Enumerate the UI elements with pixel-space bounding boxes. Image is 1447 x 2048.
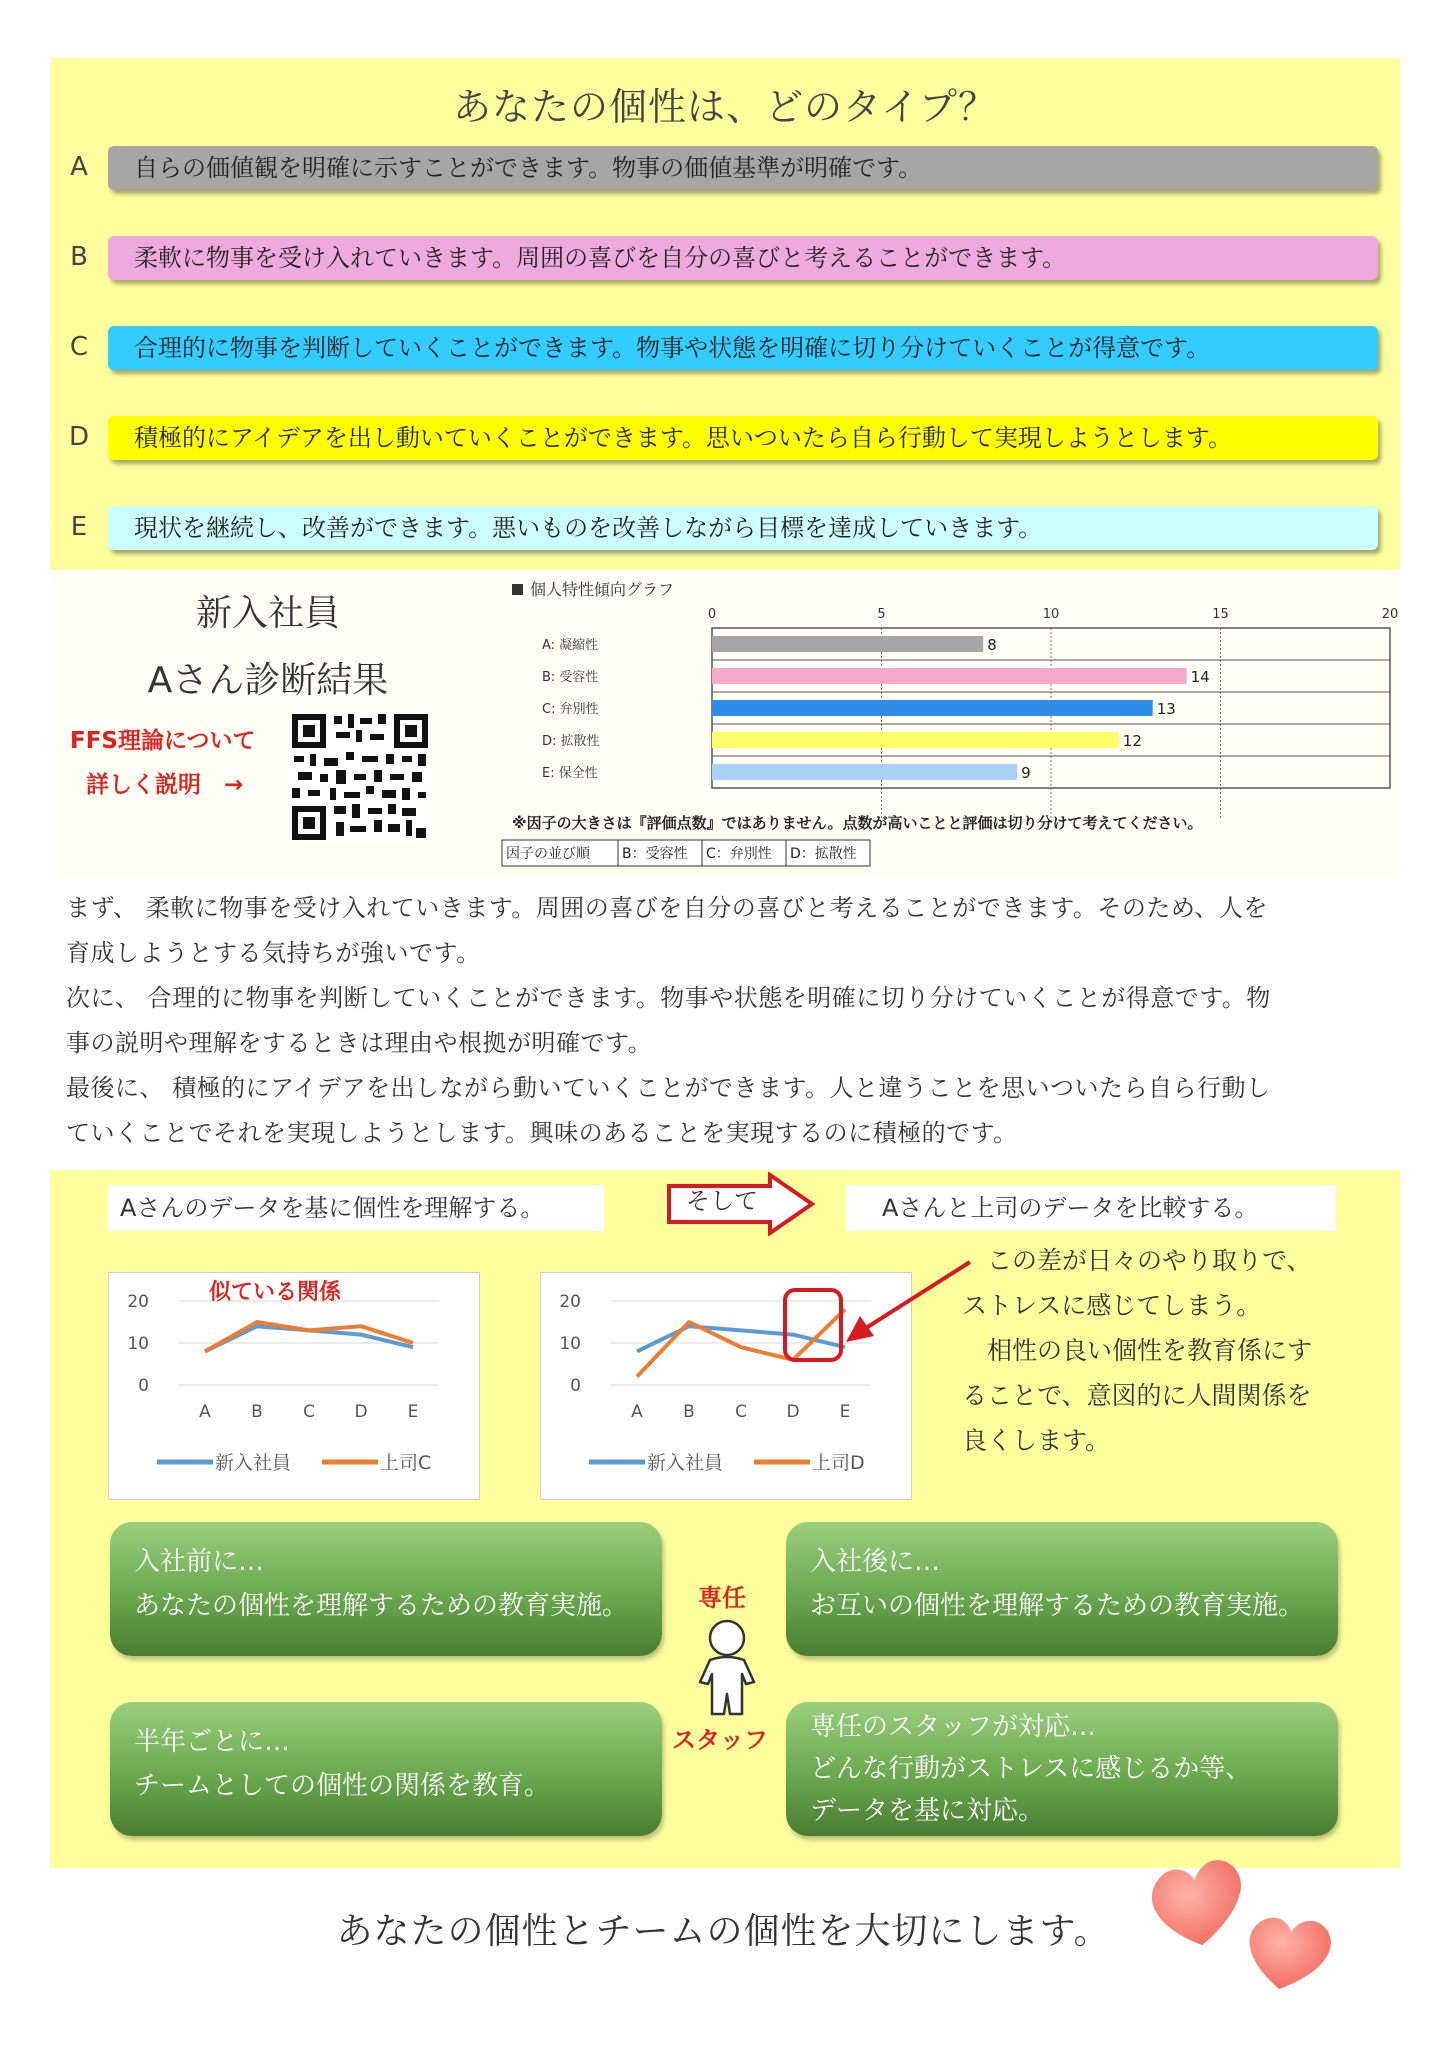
legend-label: 上司C: [380, 1452, 432, 1474]
category-label: C: 弁別性: [542, 702, 599, 717]
type-bar-b: 柔軟に物事を受け入れていきます。周囲の喜びを自分の喜びと考えることができます。: [108, 236, 1378, 280]
y-tick-label: 20: [559, 1292, 581, 1312]
person-icon: [692, 1618, 762, 1718]
x-tick-label: B: [251, 1402, 263, 1422]
diagnosis-subject: 新入社員: [195, 593, 340, 634]
difference-highlight: [770, 1250, 990, 1390]
bar-value-label: 9: [1021, 764, 1031, 782]
heart-icon: [1147, 1856, 1252, 1954]
bar-value-label: 13: [1156, 700, 1176, 718]
type-bar-c: 合理的に物事を判断していくことができます。物事や状態を明確に切り分けていくことが得意です。: [108, 326, 1378, 370]
bar-value-label: 14: [1190, 668, 1210, 686]
box-text: チームとしての個性の関係を教育。: [134, 1771, 551, 1801]
y-tick-label: 0: [138, 1376, 149, 1396]
legend-label: 新入社員: [647, 1452, 724, 1474]
legend-label: 上司D: [812, 1452, 865, 1474]
right-compare-label: Aさんと上司のデータを比較する。: [846, 1185, 1336, 1231]
type-letter-e: E: [70, 512, 88, 542]
staff-label-bottom: スタッフ: [672, 1726, 768, 1754]
order-label: B：受容性: [622, 846, 688, 862]
trait-bar-chart: [500, 574, 1400, 876]
category-label: A: 凝縮性: [542, 638, 599, 653]
bar: [712, 636, 983, 652]
chart-title: 個人特性傾向グラフ: [530, 580, 675, 599]
type-letter-c: C: [69, 332, 89, 362]
post-entry-box: [786, 1522, 1338, 1656]
ffs-link-line1[interactable]: FFS理論について: [70, 728, 256, 754]
explanation-line: この差が日々のやり取りで、: [962, 1246, 1312, 1275]
body-text: [66, 886, 1406, 1156]
box-text: あなたの個性を理解するための教育実施。: [134, 1591, 629, 1621]
arrow-label: そして: [686, 1187, 758, 1215]
bar: [712, 700, 1153, 716]
x-tick-label: C: [735, 1402, 747, 1422]
hearts-decoration: [1144, 1850, 1344, 2000]
x-tick-label: 5: [877, 607, 886, 622]
box-heading: 専任のスタッフが対応…: [810, 1712, 1097, 1742]
qr-code-icon[interactable]: [290, 712, 430, 842]
x-tick-label: A: [199, 1402, 211, 1422]
legend-label: 新入社員: [215, 1452, 292, 1474]
y-tick-label: 10: [559, 1334, 581, 1354]
box-heading: 入社後に…: [810, 1547, 941, 1577]
bar: [712, 732, 1119, 748]
x-tick-label: 15: [1212, 607, 1229, 622]
box-text: データを基に対応。: [810, 1796, 1045, 1826]
order-label: C：弁別性: [706, 846, 772, 862]
explanation-line: ることで、意図的に人間関係を: [962, 1381, 1312, 1410]
x-tick-label: D: [354, 1402, 368, 1422]
type-letter-d: D: [68, 422, 90, 452]
box-heading: 入社前に…: [134, 1547, 265, 1577]
order-label: D：拡散性: [790, 846, 857, 862]
half-year-box: [110, 1702, 662, 1836]
explanation-line: 相性の良い個性を教育係にす: [962, 1336, 1313, 1365]
left-compare-label: Aさんのデータを基に個性を理解する。: [108, 1185, 604, 1231]
explanation-line: 良くします。: [962, 1426, 1111, 1455]
box-heading: 半年ごとに…: [134, 1727, 291, 1757]
similar-line-chart: [108, 1272, 480, 1500]
x-tick-label: A: [631, 1402, 643, 1422]
x-tick-label: 10: [1042, 607, 1060, 622]
explanation-text: [962, 1238, 1362, 1463]
box-text: お互いの個性を理解するための教育実施。: [810, 1591, 1305, 1621]
type-letter-b: B: [70, 242, 88, 272]
y-tick-label: 0: [570, 1376, 581, 1396]
type-panel: [50, 58, 1400, 570]
ffs-link-line2[interactable]: 詳しく説明 →: [86, 772, 244, 798]
pre-entry-box: [110, 1522, 662, 1656]
x-tick-label: E: [839, 1402, 851, 1422]
type-bar-a: 自らの価値観を明確に示すことができます。物事の価値基準が明確です。: [108, 146, 1378, 190]
bar-value-label: 8: [987, 636, 997, 654]
chart-note: ※因子の大きさは『評価点数』ではありません。点数が高いことと評価は切り分けて考えてください。: [512, 814, 1203, 832]
staff-label-top: 専任: [698, 1584, 746, 1612]
heart-icon: [1243, 1913, 1333, 1996]
order-label: 因子の並び順: [506, 846, 590, 862]
body-line: 次に、 合理的に物事を判断していくことができます。物事や状態を明確に切り分けていくことが得意です。物: [66, 984, 1271, 1012]
x-tick-label: D: [786, 1402, 800, 1422]
bar-value-label: 12: [1122, 732, 1142, 750]
x-tick-label: C: [303, 1402, 315, 1422]
type-letter-a: A: [70, 152, 88, 182]
body-line: ていくことでそれを実現しようとします。興味のあることを実現するのに積極的です。: [66, 1119, 1018, 1147]
bar: [712, 764, 1017, 780]
category-label: B: 受容性: [542, 670, 599, 685]
diagnosis-title: Aさん診断結果: [147, 660, 389, 701]
type-bar-e: 現状を継続し、改善ができます。悪いものを改善しながら目標を達成していきます。: [108, 506, 1378, 550]
x-tick-label: E: [407, 1402, 419, 1422]
category-label: E: 保全性: [542, 766, 598, 781]
staff-support-box: [786, 1702, 1338, 1836]
body-line: 育成しようとする気持ちが強いです。: [66, 939, 481, 967]
y-tick-label: 10: [127, 1334, 149, 1354]
x-tick-label: 20: [1381, 607, 1399, 622]
box-text: どんな行動がストレスに感じるか等、: [810, 1754, 1252, 1784]
chart-title-marker: [512, 584, 523, 595]
chart-title: 似ている関係: [209, 1280, 342, 1305]
category-label: D: 拡散性: [542, 734, 600, 749]
body-line: 最後に、 積極的にアイデアを出しながら動いていくことができます。人と違うことを思いついたら自ら行動し: [66, 1074, 1271, 1102]
x-tick-label: 0: [707, 607, 717, 622]
bar: [712, 668, 1187, 684]
body-line: まず、 柔軟に物事を受け入れていきます。周囲の喜びを自分の喜びと考えることができます。そのため、人を: [66, 894, 1268, 922]
y-tick-label: 20: [127, 1292, 149, 1312]
footer-message: あなたの個性とチームの個性を大切にします。: [336, 1911, 1111, 1952]
body-line: 事の説明や理解をするときは理由や根拠が明確です。: [66, 1029, 653, 1057]
type-bar-d: 積極的にアイデアを出し動いていくことができます。思いついたら自ら行動して実現しようとします。: [108, 416, 1378, 460]
explanation-line: ストレスに感じてしまう。: [962, 1291, 1262, 1320]
page-title: あなたの個性は、どのタイプ？: [452, 85, 998, 129]
x-tick-label: B: [683, 1402, 695, 1422]
